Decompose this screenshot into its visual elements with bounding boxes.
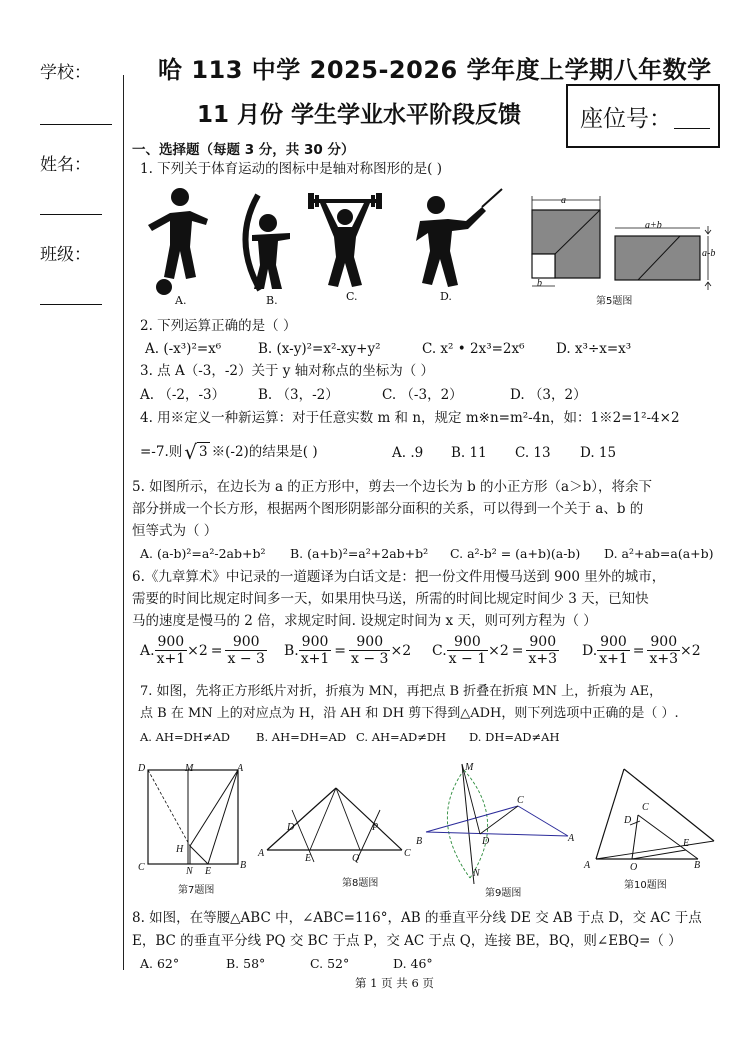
fig5-caption: 第5题图 [596, 296, 633, 307]
q6-d-rmul: ×2 [680, 642, 701, 659]
q5-line1: 5. 如图所示，在边长为 a 的正方形中，剪去一个边长为 b 的小正方形（a＞b），将余下 [132, 479, 652, 495]
q6-a-label: A. [140, 642, 155, 659]
q4-line2-post: ※(-2)的结果是( ) [211, 444, 318, 460]
fig5-label-a-plus-b: a+b [645, 220, 662, 231]
q5-line3: 恒等式为（ ） [132, 523, 218, 539]
q6-option-a[interactable]: A. $\frac{900}{x+1}$ ×2 = $\frac{900}{x - 3}$ [140, 634, 265, 667]
q6-b-label: B. [284, 642, 299, 659]
seat-blank[interactable] [674, 128, 710, 129]
figure-9 [418, 760, 583, 890]
q6-c-lmul: ×2 [488, 642, 509, 659]
fig8-P: P [372, 822, 379, 833]
seat-number-box [566, 84, 720, 148]
class-blank[interactable] [40, 304, 102, 305]
fig9-caption: 第9题图 [485, 888, 522, 899]
name-label: 姓名： [40, 155, 91, 175]
fig10-E: E [683, 838, 690, 849]
fig5-label-a-minus-b: a-b [702, 248, 716, 259]
fig7-C: C [138, 862, 145, 873]
q6-option-b[interactable]: B. $\frac{900}{x+1}$ = $\frac{900}{x - 3}$ ×2 [284, 634, 412, 667]
q3-option-b[interactable]: B. （3，-2） [258, 387, 339, 403]
q7-option-b[interactable]: B. AH=DH=AD [256, 730, 347, 744]
fig7-M: M [185, 763, 194, 774]
fig7-B: B [240, 860, 247, 871]
q8-line2: E，BC 的垂直平分线 PQ 交 BC 于点 P，交 AC 于点 Q，连接 BE，BQ，则∠EBQ=（ ） [132, 933, 682, 949]
q2-option-a[interactable]: A. (-x³)²=x⁶ [145, 341, 222, 357]
q6-d-label: D. [582, 642, 598, 659]
q6-b-lfrac: $\frac{900}{x+1}$ [300, 634, 330, 667]
q2-option-c[interactable]: C. x² • 2x³=2x⁶ [422, 341, 525, 357]
fig8-D: D [287, 822, 295, 833]
fig8-C: C [404, 848, 411, 859]
binding-line [123, 75, 124, 970]
q3-option-d[interactable]: D. （3，2） [510, 387, 587, 403]
fig8-A: A [258, 848, 265, 859]
q5-option-d[interactable]: D. a²+ab=a(a+b) [604, 546, 714, 561]
q5-option-c[interactable]: C. a²-b² = (a+b)(a-b) [450, 546, 581, 561]
school-blank[interactable] [40, 124, 112, 125]
q6-d-rfrac: $\frac{900}{x+3}$ [649, 634, 679, 667]
q1-option-b[interactable]: B. [266, 294, 278, 307]
fig7-N: N [186, 866, 193, 877]
q2-option-b[interactable]: B. (x-y)²=x²-xy+y² [258, 341, 381, 357]
sqrt-symbol: √ 3 [184, 440, 208, 464]
fig10-O: O [630, 862, 638, 873]
q7-option-c[interactable]: C. AH=AD≠DH [356, 730, 447, 744]
fig8-E: E [305, 853, 312, 864]
fig9-N: N [473, 868, 480, 879]
q1-option-d[interactable]: D. [440, 290, 452, 303]
fig8-Q: Q [352, 853, 360, 864]
q2-text: 2. 下列运算正确的是（ ） [140, 318, 297, 334]
fig10-A: A [584, 860, 591, 871]
fig9-M: M [465, 762, 474, 773]
archer-icon [245, 195, 290, 290]
q5-line2: 部分拼成一个长方形，根据两个图形阴影部分面积的关系，可以得到一个关于 a、b 的 [132, 501, 644, 517]
q6-d-lfrac: $\frac{900}{x+1}$ [599, 634, 628, 667]
q8-line1: 8. 如图，在等腰△ABC 中，∠ABC=116°，AB 的垂直平分线 DE 交 AB 于点 D，交 AC 于点 [132, 910, 702, 926]
fig9-A: A [568, 833, 575, 844]
fig9-B: B [416, 836, 423, 847]
fencer-icon [416, 189, 502, 287]
q6-option-d[interactable]: D. $\frac{900}{x+1}$ = $\frac{900}{x+3}$ ×2 [582, 634, 701, 667]
q6-line1: 6.《九章算术》中记录的一道题译为白话文是：把一份文件用慢马送到 900 里外的城市， [132, 569, 666, 585]
q8-option-c[interactable]: C. 52° [310, 956, 350, 971]
q2-option-d[interactable]: D. x³÷x=x³ [556, 341, 632, 357]
q5-option-a[interactable]: A. (a-b)²=a²-2ab+b² [140, 546, 266, 561]
q7-option-a[interactable]: A. AH=DH≠AD [140, 730, 230, 744]
q4-option-d[interactable]: D. 15 [580, 445, 617, 461]
q6-b-rfrac: $\frac{900}{x - 3}$ [351, 634, 389, 667]
figure-5 [510, 190, 735, 300]
q8-option-d[interactable]: D. 46° [393, 956, 433, 971]
figure-8 [262, 770, 412, 880]
q6-a-lfrac: $\frac{900}{x+1}$ [156, 634, 186, 667]
seat-label: 座位号： [580, 106, 672, 132]
class-label: 班级： [40, 245, 91, 265]
q6-line2: 需要的时间比规定时间多一天，如果用快马送，所需的时间比规定时间少 3 天，已知快 [132, 591, 649, 607]
section-heading: 一、选择题（每题 3 分，共 30 分） [132, 142, 355, 158]
fig5-label-b: b [537, 278, 542, 289]
q1-option-a[interactable]: A. [175, 294, 187, 307]
q7-line1: 7. 如图，先将正方形纸片对折，折痕为 MN，再把点 B 折叠在折痕 MN 上，折痕为 AE， [140, 684, 663, 699]
exam-title: 哈 113 中学 2025-2026 学年度上学期八年数学 [158, 56, 712, 84]
q4-line1: 4. 用※定义一种新运算：对于任意实数 m 和 n，规定 m※n=m²-4n，如：1※2=1²-4×2 [140, 410, 680, 426]
q6-c-lfrac: $\frac{900}{x - 1}$ [448, 634, 487, 667]
q1-text: 1. 下列关于体育运动的图标中是轴对称图形的是( ) [140, 161, 442, 177]
q6-b-rmul: ×2 [390, 642, 412, 659]
fig10-B: B [694, 860, 701, 871]
fig7-D: D [138, 763, 146, 774]
fig7-A: A [237, 763, 244, 774]
q3-option-a[interactable]: A. （-2，-3） [140, 387, 226, 403]
fig7-E: E [205, 866, 212, 877]
fig9-D: D [482, 836, 490, 847]
q4-option-a[interactable]: A. .9 [392, 445, 424, 461]
q3-text: 3. 点 A（-3，-2）关于 y 轴对称点的坐标为（ ） [140, 363, 435, 379]
q4-option-c[interactable]: C. 13 [515, 445, 551, 461]
q6-option-c[interactable]: C. $\frac{900}{x - 1}$ ×2 = $\frac{900}{x+3}$ [432, 634, 558, 667]
fig8-caption: 第8题图 [342, 878, 379, 889]
soccer-player-icon [148, 188, 208, 295]
q6-a-lmul: ×2 [187, 642, 208, 659]
q4-radicand: 3 [199, 444, 208, 460]
fig5-label-a: a [561, 195, 566, 206]
fig7-caption: 第7题图 [178, 885, 215, 896]
q4-line2 [140, 442, 318, 462]
fig7-H: H [176, 844, 184, 855]
exam-subtitle: 11 月份 学生学业水平阶段反馈 [197, 102, 522, 128]
fig10-C: C [642, 802, 649, 813]
fig9-C: C [517, 795, 524, 806]
q7-option-d[interactable]: D. DH=AD≠AH [469, 730, 560, 744]
q4-line2-pre: =-7.则 [140, 444, 183, 460]
figure-10 [586, 765, 721, 875]
q6-line3: 马的速度是慢马的 2 倍，求规定时间. 设规定时间为 x 天，则可列方程为（ ） [132, 613, 597, 629]
q1-option-c[interactable]: C. [346, 290, 358, 303]
q8-option-a[interactable]: A. 62° [140, 956, 180, 971]
page-footer: 第 1 页 共 6 页 [355, 976, 434, 990]
q4-option-b[interactable]: B. 11 [451, 445, 487, 461]
weightlifter-icon [308, 193, 382, 287]
name-blank[interactable] [40, 214, 102, 215]
fig10-caption: 第10题图 [624, 880, 667, 891]
q8-option-b[interactable]: B. 58° [226, 956, 266, 971]
school-label: 学校： [40, 63, 91, 83]
q3-option-c[interactable]: C. （-3，2） [382, 387, 463, 403]
q7-line2: 点 B 在 MN 上的对应点为 H，沿 AH 和 DH 剪下得到△ADH，则下列选项中正确的是（ ）. [140, 706, 679, 721]
q5-option-b[interactable]: B. (a+b)²=a²+2ab+b² [290, 546, 429, 561]
q6-c-label: C. [432, 642, 447, 659]
q6-c-rfrac: $\frac{900}{x+3}$ [528, 634, 558, 667]
fig10-D: D [624, 815, 632, 826]
q6-a-rfrac: $\frac{900}{x - 3}$ [227, 634, 265, 667]
